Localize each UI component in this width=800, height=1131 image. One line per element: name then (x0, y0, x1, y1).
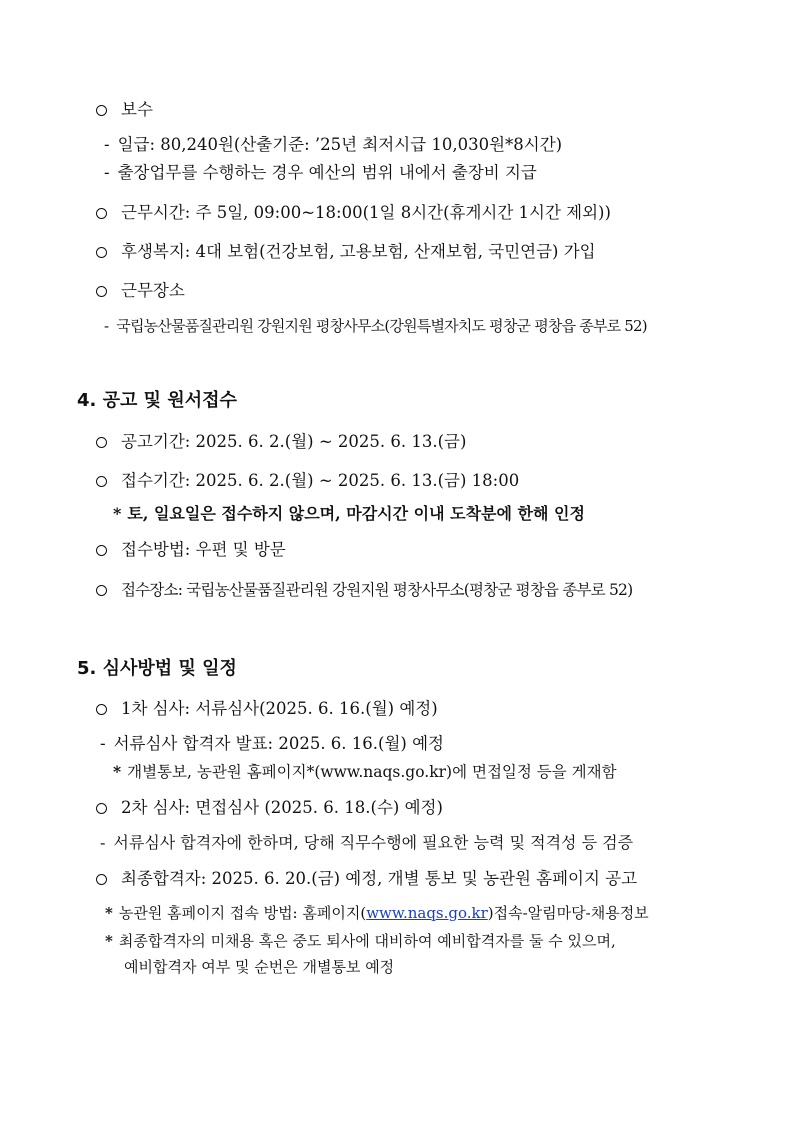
section5-heading: 5. 심사방법 및 일정 (77, 658, 237, 679)
circle-bullet-icon (96, 105, 107, 116)
asterisk-icon: * (105, 932, 113, 950)
workplace-title: 근무장소 (121, 281, 185, 300)
pay-title: 보수 (121, 100, 153, 119)
note2-line1 (105, 930, 616, 952)
second-review: 2차 심사: 면접심사 (2025. 6. 18.(수) 예정) (121, 798, 443, 817)
circle-bullet-icon (96, 803, 107, 814)
note1-suffix: )접속-알림마당-채용정보 (487, 904, 649, 922)
first-note-line (113, 761, 617, 783)
dash-bullet: - (104, 163, 110, 182)
circle-bullet-icon (96, 704, 107, 715)
asterisk-icon: * (113, 504, 122, 523)
receipt-method: 접수방법: 우편 및 방문 (121, 540, 286, 559)
note2-line2 (124, 956, 394, 978)
receipt-period: 접수기간: 2025. 6. 2.(월) ~ 2025. 6. 13.(금) 18:00 (121, 471, 520, 490)
first-review-item (96, 698, 438, 720)
workplace-address-line (104, 315, 647, 337)
circle-bullet-icon (96, 545, 107, 556)
pay-item (96, 99, 153, 121)
hours-text: 근무시간: 주 5일, 09:00~18:00(1일 8시간(휴게시간 1시간 제외)) (121, 203, 611, 222)
circle-bullet-icon (96, 585, 107, 596)
circle-bullet-icon (96, 437, 107, 448)
pay-daily: 일급: 80,240원(산출기준: ’25년 최저시급 10,030원*8시간) (117, 135, 563, 154)
receipt-note: 토, 일요일은 접수하지 않으며, 마감시간 이내 도착분에 한해 인정 (127, 504, 585, 523)
pay-travel: 출장업무를 수행하는 경우 예산의 범위 내에서 출장비 지급 (117, 163, 537, 182)
circle-bullet-icon (96, 476, 107, 487)
circle-bullet-icon (96, 247, 107, 258)
note1-prefix: 농관원 홈페이지 접속 방법: 홈페이지( (118, 904, 367, 922)
receipt-method-item (96, 539, 286, 561)
first-note: 개별통보, 농관원 홈페이지*(www.naqs.go.kr)에 면접일정 등을 게재함 (127, 763, 617, 781)
notice-period: 공고기간: 2025. 6. 2.(월) ~ 2025. 6. 13.(금) (121, 432, 467, 451)
circle-bullet-icon (96, 874, 107, 885)
first-result: 서류심사 합격자 발표: 2025. 6. 16.(월) 예정 (113, 734, 444, 753)
receipt-period-item (96, 470, 519, 492)
pay-daily-line (104, 134, 562, 156)
note1-line (105, 902, 649, 924)
first-review: 1차 심사: 서류심사(2025. 6. 16.(월) 예정) (121, 699, 438, 718)
workplace-address: 국립농산물품질관리원 강원지원 평창사무소(강원특별자치도 평창군 평창읍 종부로 52) (116, 317, 647, 335)
welfare-text: 후생복지: 4대 보험(건강보험, 고용보험, 산재보험, 국민연금) 가입 (121, 242, 596, 261)
final-text: 최종합격자: 2025. 6. 20.(금) 예정, 개별 통보 및 농관원 홈페이지 공고 (121, 869, 638, 888)
second-detail-line (100, 832, 633, 854)
asterisk-icon: * (105, 904, 113, 922)
welfare-item (96, 241, 596, 263)
receipt-place: 접수장소: 국립농산물품질관리원 강원지원 평창사무소(평창군 평창읍 종부로 52) (121, 581, 633, 599)
pay-travel-line (104, 162, 537, 184)
dash-bullet: - (100, 833, 106, 852)
circle-bullet-icon (96, 208, 107, 219)
dash-bullet: - (104, 317, 109, 335)
first-result-line (100, 733, 444, 755)
receipt-note-line (113, 503, 585, 525)
dash-bullet: - (104, 135, 110, 154)
circle-bullet-icon (96, 286, 107, 297)
second-review-item (96, 797, 443, 819)
dash-bullet: - (100, 734, 106, 753)
receipt-place-item (96, 579, 632, 601)
naqs-homepage-link[interactable]: www.naqs.go.kr (366, 904, 488, 922)
second-detail: 서류심사 합격자에 한하며, 당해 직무수행에 필요한 능력 및 적격성 등 검증 (113, 833, 634, 852)
section4-heading: 4. 공고 및 원서접수 (77, 390, 237, 411)
asterisk-icon: * (113, 762, 122, 781)
final-item (96, 868, 637, 890)
notice-period-item (96, 431, 466, 453)
workplace-item (96, 280, 185, 302)
note2-text1: 최종합격자의 미채용 혹은 중도 퇴사에 대비하여 예비합격자를 둘 수 있으며, (118, 932, 616, 950)
note2-text2: 예비합격자 여부 및 순번은 개별통보 예정 (124, 958, 395, 976)
hours-item (96, 202, 611, 224)
